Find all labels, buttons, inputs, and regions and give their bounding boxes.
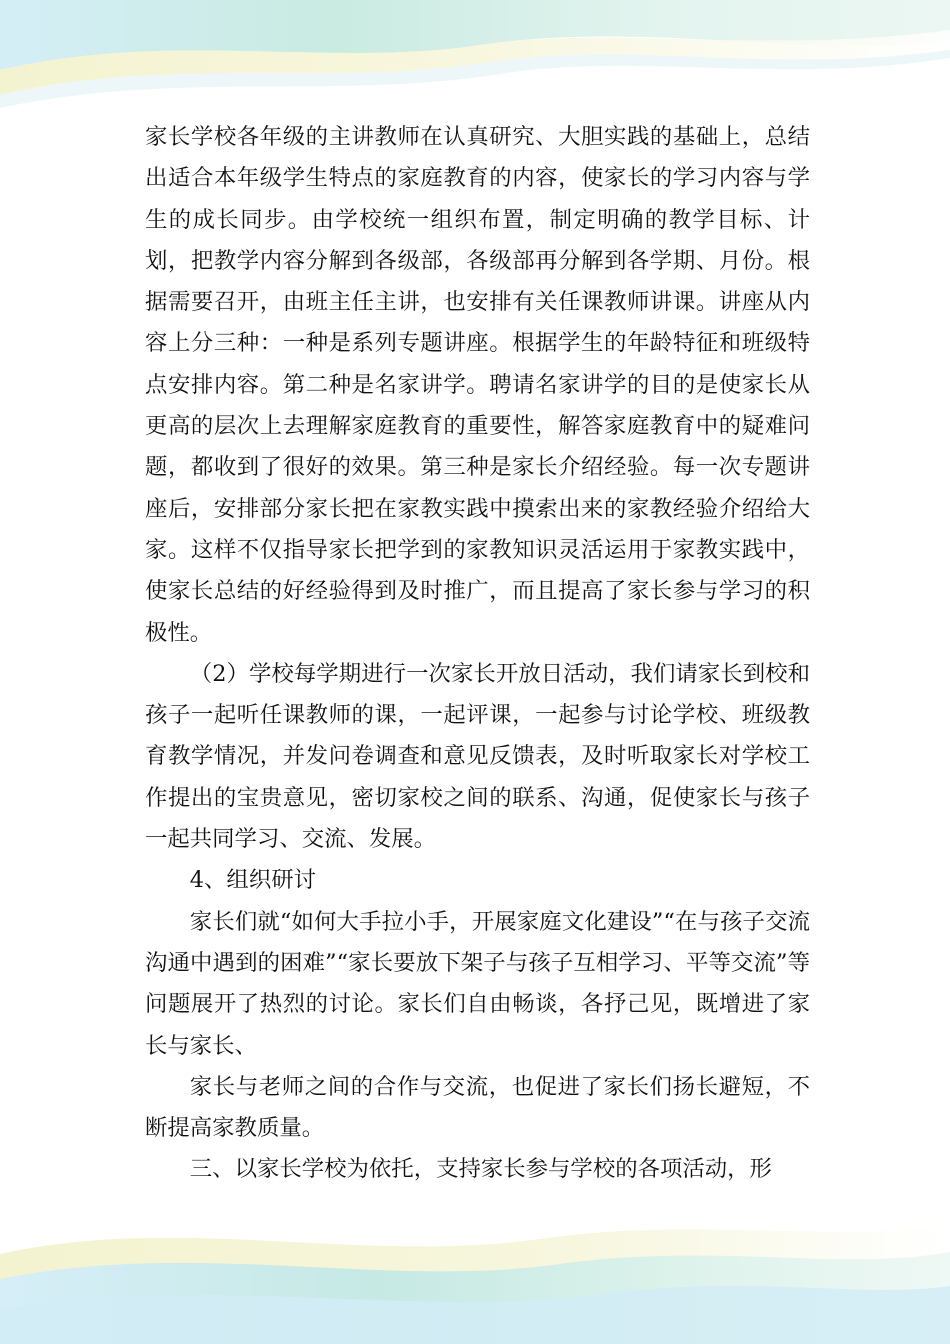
bottom-wave-decoration [0, 1194, 950, 1344]
body-paragraph: 家长学校各年级的主讲教师在认真研究、大胆实践的基础上，总结出适合本年级学生特点的家庭教育的内容，使家长的学习内容与学生的成长同步。由学校统一组织布置，制定明确的教学目标、计划，把教学内容分解到各级部，各级部再分解到各学期、月份。根据需要召开，由班主任主讲，也安排有关任课教师讲课。讲座从内容上分三种：一种是系列专题讲座。根据学生的年龄特征和班级特点安排内容。第二种是名家讲学。聘请名家讲学的目的是使家长从更高的层次上去理解家庭教育的重要性，解答家庭教育中的疑难问题，都收到了很好的效果。第三种是家长介绍经验。每一次专题讲座后，安排部分家长把在家教实践中摸索出来的家教经验介绍给大家。这样不仅指导家长把学到的家教知识灵活运用于家教实践中，使家长总结的好经验得到及时推广，而且提高了家长参与学习的积极性。 [145, 124, 810, 646]
top-wave-decoration [0, 0, 950, 120]
body-paragraph: 家长与老师之间的合作与交流，也促进了家长们扬长避短，不断提高家教质量。 [145, 1073, 810, 1142]
section-heading: 三、以家长学校为依托，支持家长参与学校的各项活动，形 [189, 1156, 772, 1183]
section-heading: 4、组织研讨 [189, 867, 316, 894]
body-paragraph: （2）学校每学期进行一次家长开放日活动，我们请家长到校和孩子一起听任课教师的课，一起评课，一起参与讨论学校、班级教育教学情况，并发问卷调查和意见反馈表，及时听取家长对学校工作提出的宝贵意见，密切家校之间的联系、沟通，促使家长与孩子一起共同学习、交流、发展。 [145, 660, 810, 853]
document-body [145, 117, 810, 1191]
body-paragraph: 家长们就“如何大手拉小手，开展家庭文化建设”“在与孩子交流沟通中遇到的困难”“家长要放下架子与孩子互相学习、平等交流”等问题展开了热烈的讨论。家长们自由畅谈，各抒己见，既增进了家长与家长、 [145, 908, 810, 1059]
